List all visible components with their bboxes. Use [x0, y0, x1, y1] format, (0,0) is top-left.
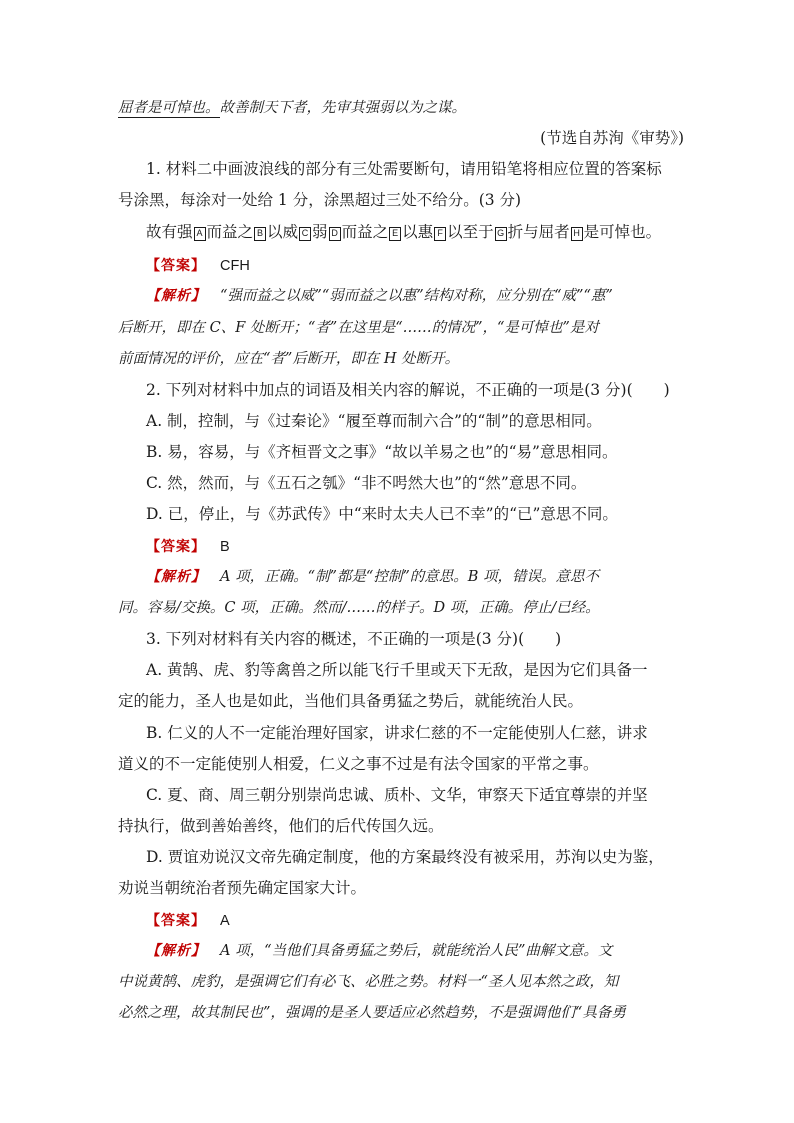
explanation-2-line-1: 【解析】 A 项，正确。“制”都是“控制”的意思。B 项，错误。意思不	[146, 569, 599, 585]
question-3-option-d-line-2: 劝说当朝统治者预先确定国家大计。	[118, 879, 367, 897]
question-1-options: 故有强 A 而益之 B 以威 C 弱 D 而益之 E 以惠 F 以至于 G 折与屈者 H 是可悼也。	[146, 223, 662, 241]
source-citation: (节选自苏洵《审势》)	[540, 129, 684, 147]
explanation-3-line-2: 中说黄鹄、虎豹，是强调它们有必飞、必胜之势。材料一“圣人见本然之政，知	[118, 974, 619, 990]
explanation-1-line-3: 前面情况的评价，应在“者”后断开，即在 H 处断开。	[118, 351, 460, 367]
wavy-underlined-text: 屈者是可悼也。	[118, 100, 220, 116]
question-1-line-1: 1. 材料二中画波浪线的部分有三处需要断句，请用铅笔将相应位置的答案标	[146, 160, 662, 178]
option-box-g: G	[495, 227, 507, 241]
question-2: 2. 下列对材料中加点的词语及相关内容的解说，不正确的一项是(3 分)( )	[146, 381, 670, 399]
question-3-option-b-line-1: B. 仁义的人不一定能治理好国家，讲求仁慈的不一定能使别人仁慈，讲求	[146, 724, 648, 742]
answer-2	[146, 535, 710, 558]
option-box-f: F	[434, 227, 446, 241]
question-3-option-b-line-2: 道义的不一定能使别人相爱，仁义之事不过是有法令国家的平常之事。	[118, 755, 599, 773]
explanation-1-line-1: 【解析】 “强而益之以威”“弱而益之以惠”结构对称，应分别在“威”“惠”	[146, 288, 613, 304]
analysis-tag: 【解析】	[146, 288, 206, 304]
question-2-option-c: C. 然，然而，与《五石之瓠》“非不呺然大也”的“然”意思不同。	[146, 474, 587, 492]
question-2-option-b: B. 易，容易，与《齐桓晋文之事》“故以羊易之也”的“易”意思相同。	[146, 443, 618, 461]
question-2-option-a: A. 制，控制，与《过秦论》“履至尊而制六合”的“制”的意思相同。	[146, 412, 602, 430]
analysis-tag: 【解析】	[146, 943, 206, 959]
answer-3	[146, 909, 710, 932]
answer-tag: 【答案】	[146, 913, 206, 929]
answer-1	[146, 254, 710, 277]
option-box-b: B	[254, 227, 266, 241]
question-1-line-2: 号涂黑，每涂对一处给 1 分，涂黑超过三处不给分。(3 分)	[118, 191, 522, 209]
option-box-h: H	[571, 227, 583, 241]
explanation-3-line-1: 【解析】 A 项，“当他们具备勇猛之势后，就能统治人民”曲解文意。文	[146, 943, 613, 959]
question-3-option-c-line-1: C. 夏、商、周三朝分别崇尚忠诚、质朴、文华，审察天下适宜尊崇的并坚	[146, 786, 648, 804]
passage-line-end-rest: 故善制天下者，先审其强弱以为之谋。	[219, 100, 466, 116]
question-2-option-d: D. 已，停止，与《苏武传》中“来时太夫人已不幸”的“已”意思不同。	[146, 505, 618, 523]
explanation-2-line-2: 同。容易/交换。C 项，正确。然而/……的样子。D 项，正确。停止/已经。	[118, 600, 600, 616]
passage-line-end	[118, 97, 682, 119]
option-box-e: E	[389, 227, 401, 241]
question-3-option-a-line-2: 定的能力，圣人也是如此，当他们具备勇猛之势后，就能统治人民。	[118, 692, 584, 710]
answer-value: CFH	[220, 258, 250, 274]
question-3-option-c-line-2: 持执行，做到善始善终，他们的后代传国久远。	[118, 817, 444, 835]
analysis-tag: 【解析】	[146, 569, 206, 585]
explanation-3-line-3: 必然之理，故其制民也”，强调的是圣人要适应必然趋势，不是强调他们“具备勇	[118, 1005, 626, 1021]
question-3: 3. 下列对材料有关内容的概述，不正确的一项是(3 分)( )	[146, 630, 562, 648]
answer-value: B	[220, 539, 230, 555]
answer-value: A	[220, 913, 230, 929]
option-box-d: D	[329, 227, 341, 241]
answer-tag: 【答案】	[146, 258, 206, 274]
option-box-c: C	[299, 227, 311, 241]
question-3-option-a-line-1: A. 黄鹄、虎、豹等禽兽之所以能飞行千里或天下无敌，是因为它们具备一	[146, 661, 648, 679]
answer-tag: 【答案】	[146, 539, 206, 555]
question-3-option-d-line-1: D. 贾谊劝说汉文帝先确定制度，他的方案最终没有被采用，苏洵以史为鉴，	[146, 848, 664, 866]
explanation-1-line-2: 后断开，即在 C、F 处断开；“者”在这里是“……的情况”，“是可悼也”是对	[118, 320, 599, 336]
option-box-a: A	[194, 227, 206, 241]
